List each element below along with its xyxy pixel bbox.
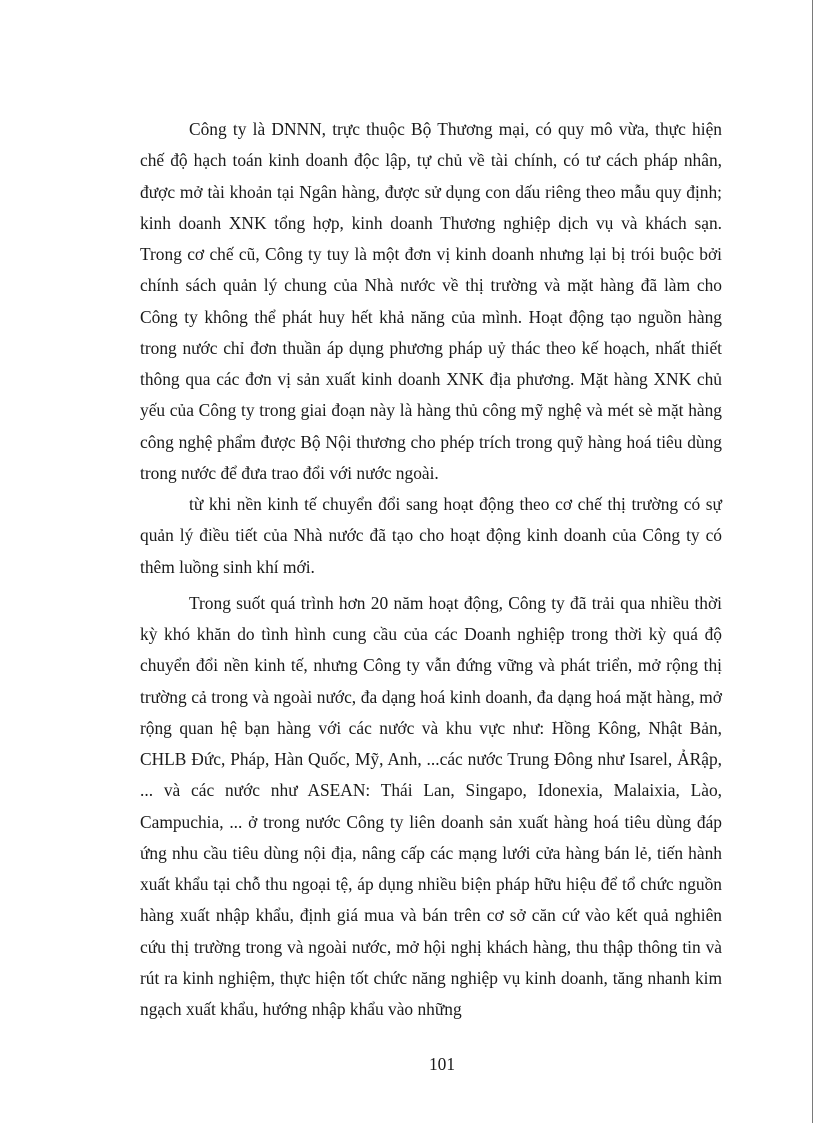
body-text	[140, 114, 722, 1025]
paragraph-company-overview: Công ty là DNNN, trực thuộc Bộ Thương mại, có quy mô vừa, thực hiện chế độ hạch toán kinh doanh độc lập, tự chủ về tài chính, có tư cách pháp nhân, được mở tài khoản tại Ngân hàng, được sử dụng con dấu riêng theo mẫu quy định; kinh doanh XNK tổng hợp, kinh doanh Thương nghiệp dịch vụ và khách sạn. Trong cơ chế cũ, Công ty tuy là một đơn vị kinh doanh nhưng lại bị trói buộc bởi chính sách quản lý chung của Nhà nước về thị trường và mặt hàng đã làm cho Công ty không thể phát huy hết khả năng của mình. Hoạt động tạo nguồn hàng trong nước chỉ đơn thuần áp dụng phương pháp uỷ thác theo kế hoạch, nhất thiết thông qua các đơn vị sản xuất kinh doanh XNK địa phương. Mặt hàng XNK chủ yếu của Công ty trong giai đoạn này là hàng thủ công mỹ nghệ và mét sè mặt hàng công nghệ phẩm được Bộ Nội thương cho phép trích trong quỹ hàng hoá tiêu dùng trong nước để đưa trao đổi với nước ngoài.	[140, 119, 722, 483]
paragraph-development-history: Trong suốt quá trình hơn 20 năm hoạt động, Công ty đã trải qua nhiều thời kỳ khó khăn do tình hình cung cầu của các Doanh nghiệp trong thời kỳ quá độ chuyển đổi nền kinh tế, nhưng Công ty vẫn đứng vững và phát triển, mở rộng thị trường cả trong và ngoài nước, đa dạng hoá kinh doanh, đa dạng hoá mặt hàng, mở rộng quan hệ bạn hàng với các nước và khu vực như: Hồng Kông, Nhật Bản, CHLB Đức, Pháp, Hàn Quốc, Mỹ, Anh, ...các nước Trung Đông như Isarel, ẢRập, ... và các nước như ASEAN: Thái Lan, Singapo, Idonexia, Malaixia, Lào, Campuchia, ... ở trong nước Công ty liên doanh sản xuất hàng hoá tiêu dùng đáp ứng nhu cầu tiêu dùng nội địa, nâng cấp các mạng lưới cửa hàng bán lẻ, tiến hành xuất khẩu tại chỗ thu ngoại tệ, áp dụng nhiều biện pháp hữu hiệu để tổ chức nguồn hàng xuất nhập khẩu, định giá mua và bán trên cơ sở căn cứ vào kết quả nghiên cứu thị trường trong và ngoài nước, mở hội nghị khách hàng, thu thập thông tin và rút ra kinh nghiệm, thực hiện tốt chức năng nghiệp vụ kinh doanh, tăng nhanh kim ngạch xuất khẩu, hướng nhập khẩu vào những	[140, 592, 722, 1019]
page-number: 101	[428, 1054, 456, 1074]
page-edge-divider	[812, 0, 813, 1123]
paragraph-market-transition: từ khi nền kinh tế chuyển đổi sang hoạt động theo cơ chế thị trường có sự quản lý điều tiết của Nhà nước đã tạo cho hoạt động kinh doanh của Công ty có thêm luồng sinh khí mới.	[140, 494, 722, 577]
